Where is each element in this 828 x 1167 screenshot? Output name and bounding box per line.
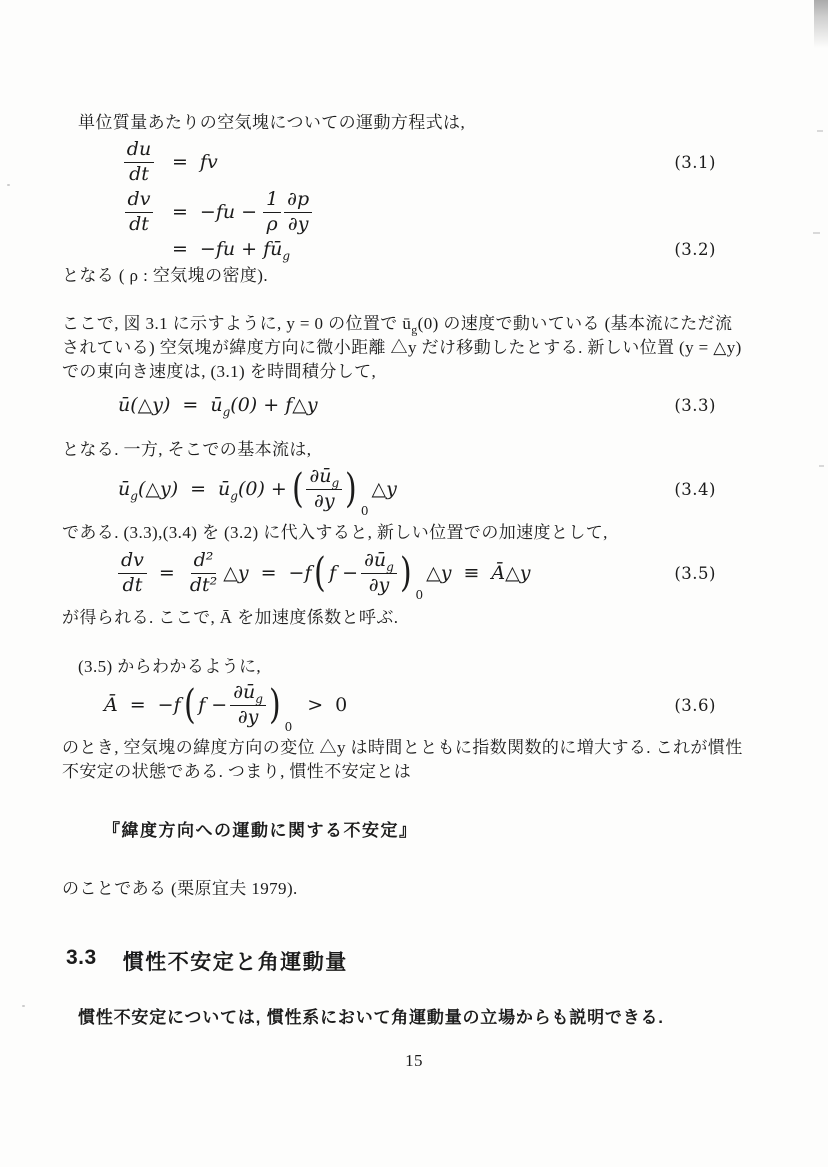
equiv-sign: ≡	[463, 562, 480, 585]
paragraph-line: 不安定の状態である. つまり, 慣性不安定とは	[62, 762, 412, 781]
math-term: (△y)	[137, 478, 179, 501]
paragraph-line: のとき, 空気塊の緯度方向の変位 △y は時間とともに指数関数的に増大する. これが慣性	[62, 738, 743, 757]
frac-numerator: 1	[263, 189, 281, 213]
frac-numerator: d²	[191, 550, 217, 574]
paragraph-basic-flow: となる. 一方, そこでの基本流は,	[62, 440, 312, 459]
equals-sign: =	[182, 394, 199, 416]
fraction-1-rho	[263, 189, 281, 236]
frac-numerator: du	[124, 139, 154, 163]
subscript-g: g	[222, 404, 231, 419]
paragraph-line: での東向き速度は, (3.1) を時間積分して,	[62, 362, 377, 381]
subscript-g: g	[282, 249, 291, 264]
section-number: 3.3	[66, 946, 97, 969]
subscript-g: g	[386, 559, 394, 574]
scan-artifact	[7, 184, 10, 186]
fraction-dp-dy	[284, 189, 312, 236]
scan-artifact	[819, 465, 824, 467]
math-term: △y	[371, 478, 397, 501]
math-term: Ā△y	[491, 562, 531, 585]
fraction-dv-dt	[118, 189, 160, 236]
math-term: −fu −	[199, 201, 258, 224]
fraction-dv-dt	[118, 550, 147, 597]
frac-numerator	[306, 466, 342, 490]
greater-than-sign: >	[307, 694, 324, 717]
subscript-g: g	[255, 691, 263, 706]
paragraph-citation: のことである (栗原宜夫 1979).	[62, 879, 298, 898]
paragraph-as-seen: (3.5) からわかるように,	[78, 657, 262, 676]
math-term: ū	[118, 478, 131, 501]
frac-denominator: ∂y	[314, 489, 335, 512]
fraction-dug-dy	[361, 550, 397, 597]
frac-denominator: ρ	[266, 212, 278, 235]
math-term	[218, 478, 287, 504]
equation-label-3-1: (3.1)	[674, 152, 716, 172]
paragraph-angular-momentum: 慣性不安定については, 慣性系において角運動量の立場からも説明できる.	[78, 1008, 664, 1027]
scan-artifact	[813, 232, 820, 234]
paragraph-rho-note: となる ( ρ : 空気塊の密度).	[62, 266, 268, 285]
scan-smudge-top-right	[814, 0, 828, 48]
equation-group-3-1-3-2	[118, 138, 716, 264]
math-term: f −	[329, 562, 359, 585]
equation-3-4: $ū_g(\triangle y)$ = $ū_g(0)$ + ( $\frac{\partial ū_g}{\partial y}$ ) 0 △y (3.4)	[118, 465, 716, 518]
equation-3-2-line2	[118, 238, 716, 264]
equation-3-1	[118, 139, 716, 186]
math-term: f −	[198, 694, 228, 717]
subscript-g: g	[230, 489, 238, 504]
frac-denominator: ∂y	[237, 705, 259, 728]
math-term	[210, 394, 318, 419]
fraction-d2-dt2	[187, 550, 220, 597]
section-title: 慣性不安定と角運動量	[122, 951, 348, 974]
scan-artifact	[22, 1005, 25, 1007]
right-paren: )	[399, 550, 412, 597]
paragraph-substitute: である. (3.3),(3.4) を (3.2) に代入すると, 新しい位置での加速度として,	[62, 523, 608, 542]
left-paren: (	[183, 682, 196, 729]
frac-numerator: ∂p	[284, 189, 312, 213]
equation-label-3-3: (3.3)	[674, 395, 716, 415]
page-number: 15	[405, 1051, 423, 1070]
text-run: ここで, 図 3.1 に示すように, y = 0 の位置で ū	[62, 314, 412, 333]
math-term: △y	[426, 562, 452, 585]
right-paren: )	[345, 466, 357, 513]
frac-denominator: dt²	[189, 573, 218, 596]
scan-artifact	[817, 130, 823, 132]
math-term: fv	[199, 151, 218, 174]
section-heading	[66, 946, 348, 976]
paragraph-exponential-growth	[62, 736, 743, 784]
equals-sign: =	[172, 151, 188, 174]
frac-numerator: dv	[118, 550, 147, 574]
equals-sign: =	[190, 478, 207, 501]
math-term: −f	[157, 694, 181, 717]
math-term: ∂ū	[233, 681, 256, 703]
math-term: ū	[218, 478, 231, 501]
left-paren: (	[314, 550, 327, 597]
subscript-g: g	[130, 489, 138, 504]
math-term: ū(△y)	[118, 394, 171, 416]
paragraph-parcel	[62, 312, 742, 384]
fraction-du-dt	[118, 139, 160, 186]
paragraph-acceleration-coef: が得られる. ここで, Ā を加速度係数と呼ぶ.	[62, 608, 399, 627]
frac-denominator: dt	[129, 162, 149, 185]
equals-sign: =	[158, 562, 175, 585]
frac-numerator	[361, 550, 397, 574]
frac-numerator: dv	[125, 189, 154, 213]
math-term: ∂ū	[364, 549, 387, 571]
equation-label-3-4: (3.4)	[674, 479, 716, 499]
subscript-g: g	[331, 475, 340, 490]
equation-label-3-5: (3.5)	[674, 563, 716, 583]
math-term: −fu + fū	[199, 238, 283, 261]
math-term: 0	[335, 694, 348, 717]
text-run: (0) の速度で動いている (基本流にただ流	[417, 314, 733, 333]
frac-denominator: ∂y	[287, 212, 309, 235]
equals-sign: =	[172, 238, 188, 261]
math-term: (0) +	[237, 478, 287, 501]
equation-3-2-line1	[118, 189, 716, 236]
math-term: ∂ū	[309, 465, 332, 487]
equals-sign: =	[129, 694, 146, 717]
left-paren: (	[291, 466, 304, 513]
paragraph-intro: 単位質量あたりの空気塊についての運動方程式は,	[78, 113, 466, 132]
subscript-g: g	[411, 322, 418, 337]
math-term: (0) + f△y	[230, 394, 318, 416]
math-term: △y	[223, 562, 249, 585]
equation-3-6: Ā = −f ( f − $\frac{\partial ū_g}{\partial y}$ ) 0 > 0 (3.6)	[104, 681, 716, 734]
math-term: ū	[210, 394, 223, 416]
equals-sign: =	[172, 201, 188, 224]
fraction-dug-dy	[230, 682, 266, 729]
math-term	[199, 238, 291, 264]
quote-definition: 『緯度方向への運動に関する不安定』	[103, 821, 418, 840]
equation-3-5: $\frac{dv}{dt}$ = $\frac{\text{d²}}{\text{dt²}}$ △y = −f ( f − $\frac{\partial ū_g}{\partial y}$ ) 0 △y ≡ Ā△y (3.5)	[118, 550, 716, 597]
frac-denominator: dt	[122, 573, 143, 596]
equation-label-3-6: (3.6)	[674, 695, 716, 715]
equation-3-3	[118, 394, 716, 419]
equation-label-3-2: (3.2)	[674, 239, 716, 259]
equals-sign: =	[260, 562, 277, 585]
math-term	[118, 478, 179, 504]
fraction-dug-dy	[306, 466, 342, 513]
math-term: Ā	[104, 694, 118, 717]
frac-denominator: dt	[129, 212, 149, 235]
right-paren: )	[268, 682, 281, 729]
paragraph-line	[62, 312, 742, 336]
frac-denominator: ∂y	[368, 573, 390, 596]
frac-numerator	[230, 682, 266, 706]
math-term: −f	[288, 562, 312, 585]
paragraph-line: されている) 空気塊が緯度方向に微小距離 △y だけ移動したとする. 新しい位置 (y = △y)	[62, 338, 742, 357]
